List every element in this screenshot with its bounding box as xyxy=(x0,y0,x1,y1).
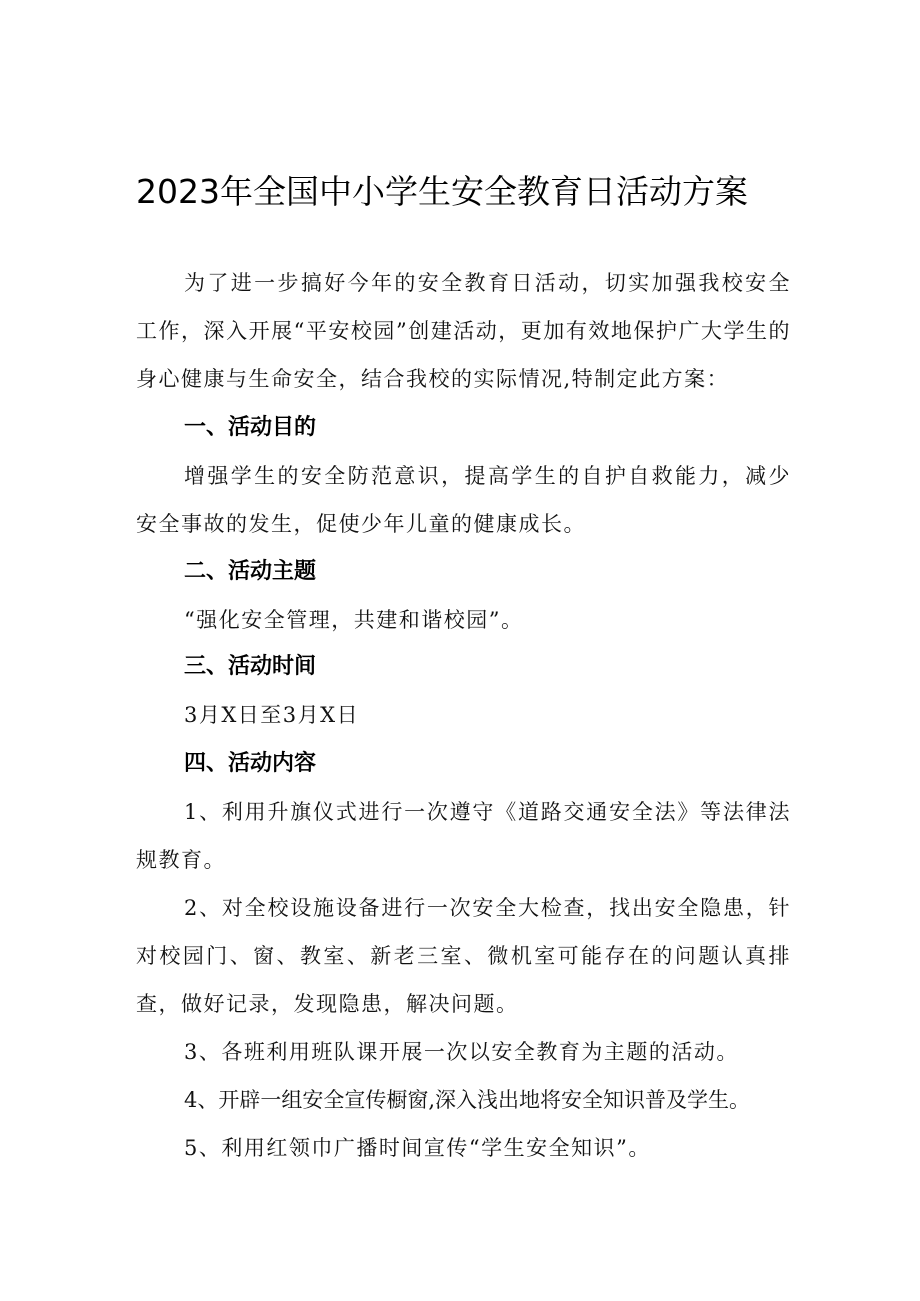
content-item-1: 1、利用升旗仪式进行一次遵守《道路交通安全法》等法律法规教育。 xyxy=(136,800,791,872)
document-title: 2023年全国中小学生安全教育日活动方案 xyxy=(136,172,748,211)
section-2-heading: 二、活动主题 xyxy=(184,559,317,584)
content-item-4: 4、开辟一组安全宣传橱窗,深入浅出地将安全知识普及学生。 xyxy=(184,1088,751,1112)
section-3-heading: 三、活动时间 xyxy=(184,654,317,679)
section-2-text: “强化安全管理，共建和谐校园”。 xyxy=(184,608,524,632)
intro-paragraph: 为了进一步搞好今年的安全教育日活动，切实加强我校安全工作，深入开展“平安校园”创建活动，更加有效地保护广大学生的身心健康与生命安全，结合我校的实际情况,特制定此方案： xyxy=(136,271,791,391)
section-1-text: 增强学生的安全防范意识，提高学生的自护自救能力，减少安全事故的发生，促使少年儿童的健康成长。 xyxy=(136,464,791,536)
content-item-3: 3、各班利用班队课开展一次以安全教育为主题的活动。 xyxy=(184,1040,739,1064)
content-item-2: 2、对全校设施设备进行一次安全大检查，找出安全隐患，针对校园门、窗、教室、新老三室、微机室可能存在的问题认真排查，做好记录，发现隐患，解决问题。 xyxy=(136,896,791,1016)
section-1-heading: 一、活动目的 xyxy=(184,415,317,440)
section-4-heading: 四、活动内容 xyxy=(184,751,317,776)
section-3-text: 3月X日至3月X日 xyxy=(184,703,360,727)
content-item-5: 5、利用红领巾广播时间宣传“学生安全知识”。 xyxy=(184,1136,651,1160)
